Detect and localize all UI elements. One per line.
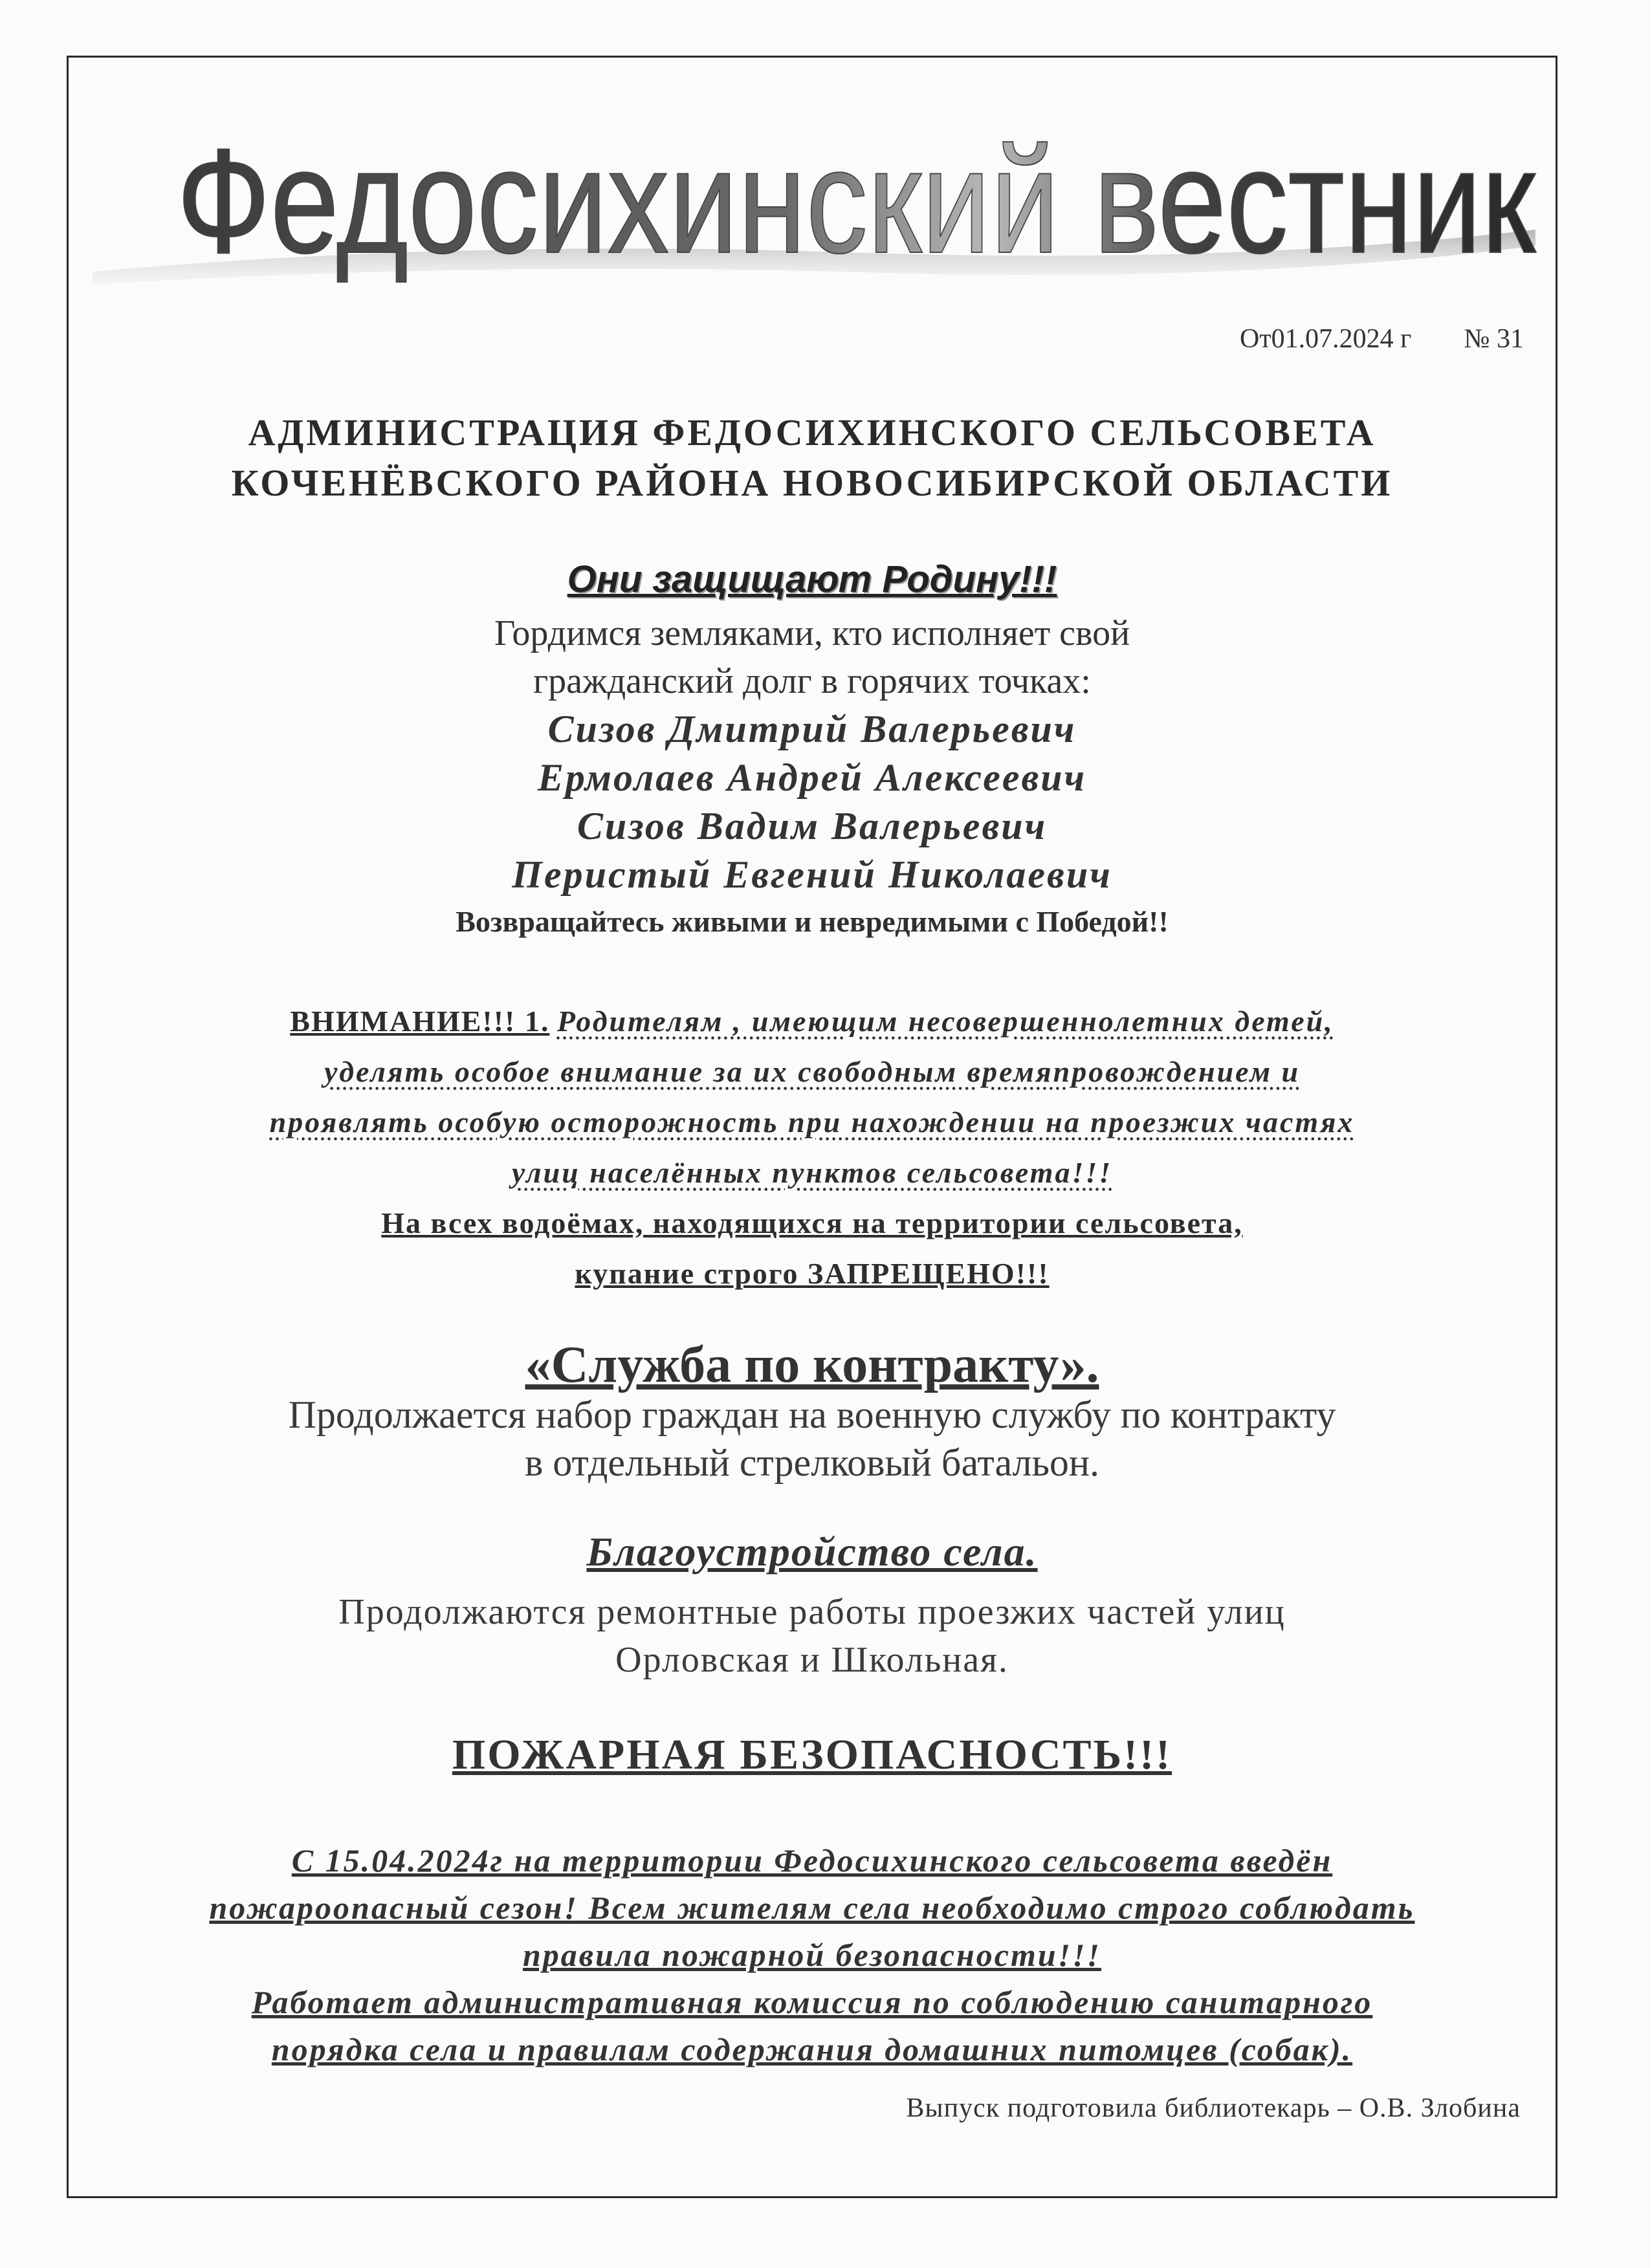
defender-name: Сизов Вадим Валерьевич	[577, 805, 1048, 847]
issue-number: № 31	[1464, 324, 1524, 354]
attention-line-3: проявлять особую осторожность при нахождении на проезжих частях	[269, 1106, 1355, 1139]
defenders-intro-line-1: Гордимся земляками, кто исполняет свой	[494, 613, 1130, 653]
fire-safety-line-3: правила пожарной безопасности!!!	[522, 1937, 1102, 1973]
fire-safety-text	[67, 1837, 1557, 2073]
defenders-heading: Они защищают Родину!!!	[567, 558, 1057, 600]
attention-line-5: На всех водоёмах, находящихся на территории сельсовета,	[381, 1206, 1243, 1239]
contract-line-2: в отдельный стрелковый батальон.	[524, 1441, 1100, 1484]
masthead-logo	[67, 78, 1557, 323]
defenders-closing: Возвращайтесь живыми и невредимыми с Победой!!	[456, 905, 1169, 938]
defenders-names	[67, 705, 1557, 899]
contract-heading: «Служба по контракту».	[525, 1336, 1099, 1393]
improvement-line-1: Продолжаются ремонтные работы проезжих частей улиц	[338, 1592, 1286, 1632]
defender-name: Ермолаев Андрей Алексеевич	[537, 756, 1087, 799]
defender-name: Перистый Евгений Николаевич	[512, 853, 1112, 896]
contract-text	[67, 1391, 1557, 1487]
fire-safety-line-2: пожароопасный сезон! Всем жителям села необходимо строго соблюдать	[209, 1890, 1415, 1926]
masthead-title: Федосихинский вестник	[177, 118, 1537, 284]
defender-name: Сизов Дмитрий Валерьевич	[547, 708, 1077, 750]
attention-line-4: улиц населённых пунктов сельсовета!!!	[511, 1156, 1113, 1189]
improvement-text	[67, 1588, 1557, 1684]
defenders-intro	[67, 609, 1557, 705]
fire-safety-line-4: Работает административная комиссия по соблюдению санитарного	[251, 1984, 1373, 2020]
attention-label: ВНИМАНИЕ!!! 1.	[290, 1005, 550, 1038]
improvement-heading: Благоустройство села.	[586, 1529, 1038, 1575]
issue-info	[1240, 323, 1524, 354]
organization-header	[67, 408, 1557, 508]
improvement-line-2: Орловская и Школьная.	[615, 1640, 1009, 1680]
issue-date: От01.07.2024 г	[1240, 324, 1412, 354]
organization-line-1: АДМИНИСТРАЦИЯ ФЕДОСИХИНСКОГО СЕЛЬСОВЕТА	[248, 411, 1376, 453]
attention-line-1: Родителям , имеющим несовершеннолетних детей,	[556, 1005, 1334, 1038]
defenders-intro-line-2: гражданский долг в горячих точках:	[533, 661, 1091, 701]
organization-line-2: КОЧЕНЁВСКОГО РАЙОНА НОВОСИБИРСКОЙ ОБЛАСТИ	[231, 462, 1393, 504]
fire-safety-line-5: порядка села и правилам содержания домашних питомцев (собак).	[271, 2031, 1353, 2067]
footer-credit: Выпуск подготовила библиотекарь – О.В. Злобина	[906, 2093, 1521, 2123]
contract-line-1: Продолжается набор граждан на военную службу по контракту	[288, 1393, 1336, 1436]
attention-line-6: купание строго ЗАПРЕЩЕНО!!!	[575, 1257, 1050, 1290]
attention-notice	[67, 996, 1557, 1299]
fire-safety-heading: ПОЖАРНАЯ БЕЗОПАСНОСТЬ!!!	[452, 1731, 1172, 1778]
attention-line-2: уделять особое внимание за их свободным времяпровождением и	[324, 1055, 1301, 1088]
masthead	[67, 78, 1557, 323]
fire-safety-line-1: С 15.04.2024г на территории Федосихинского сельсовета введён	[291, 1842, 1333, 1879]
